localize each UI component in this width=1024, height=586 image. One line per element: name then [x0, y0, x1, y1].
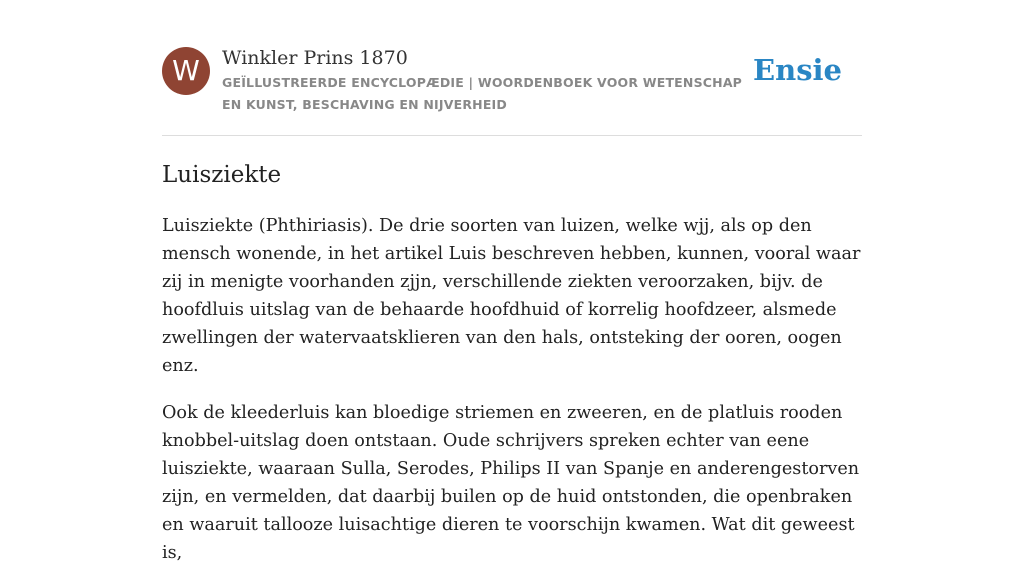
article-paragraph: Ook de kleederluis kan bloedige striemen en zweeren, en de platluis rooden knobbel-uitslag doen ontstaan. Oude schrijvers spreken echter van eene luisziekte, waaraan Sulla, Serodes, Philips II van Spanje en anderengestorven zijn, en vermelden, dat daarbij builen op de huid ontstonden, die openbraken en waaruit tallooze luisachtige dieren te voorschijn kwamen. Wat dit geweest is, [162, 403, 860, 563]
page-container [162, 0, 862, 563]
source-title[interactable]: Winkler Prins 1870 [222, 47, 408, 69]
article-paragraph: Luisziekte (Phthiriasis). De drie soorten van luizen, welke wjj, als op den mensch wonende, in het artikel Luis beschreven hebben, kunnen, vooral waar zij in menigte voorhanden zjjn, verschillende ziekten veroorzaken, bijv. de hoofdluis uitslag van de behaarde hoofdhuid of korrelig hoofdzeer, alsmede zwellingen der watervaatsklieren van den hals, ontsteking der ooren, oogen enz. [162, 216, 861, 376]
article-body [162, 212, 862, 586]
source-subtitle: GEÏLLUSTREERDE ENCYCLOPÆDIE | WOORDENBOEK VOOR WETENSCHAP EN KUNST, BESCHAVING EN NIJVERHEID [222, 75, 743, 112]
source-header [162, 0, 862, 136]
article-title: Luisziekte [162, 162, 282, 188]
source-avatar[interactable]: W [162, 47, 210, 95]
brand-logo-link[interactable]: Ensie [753, 53, 842, 87]
